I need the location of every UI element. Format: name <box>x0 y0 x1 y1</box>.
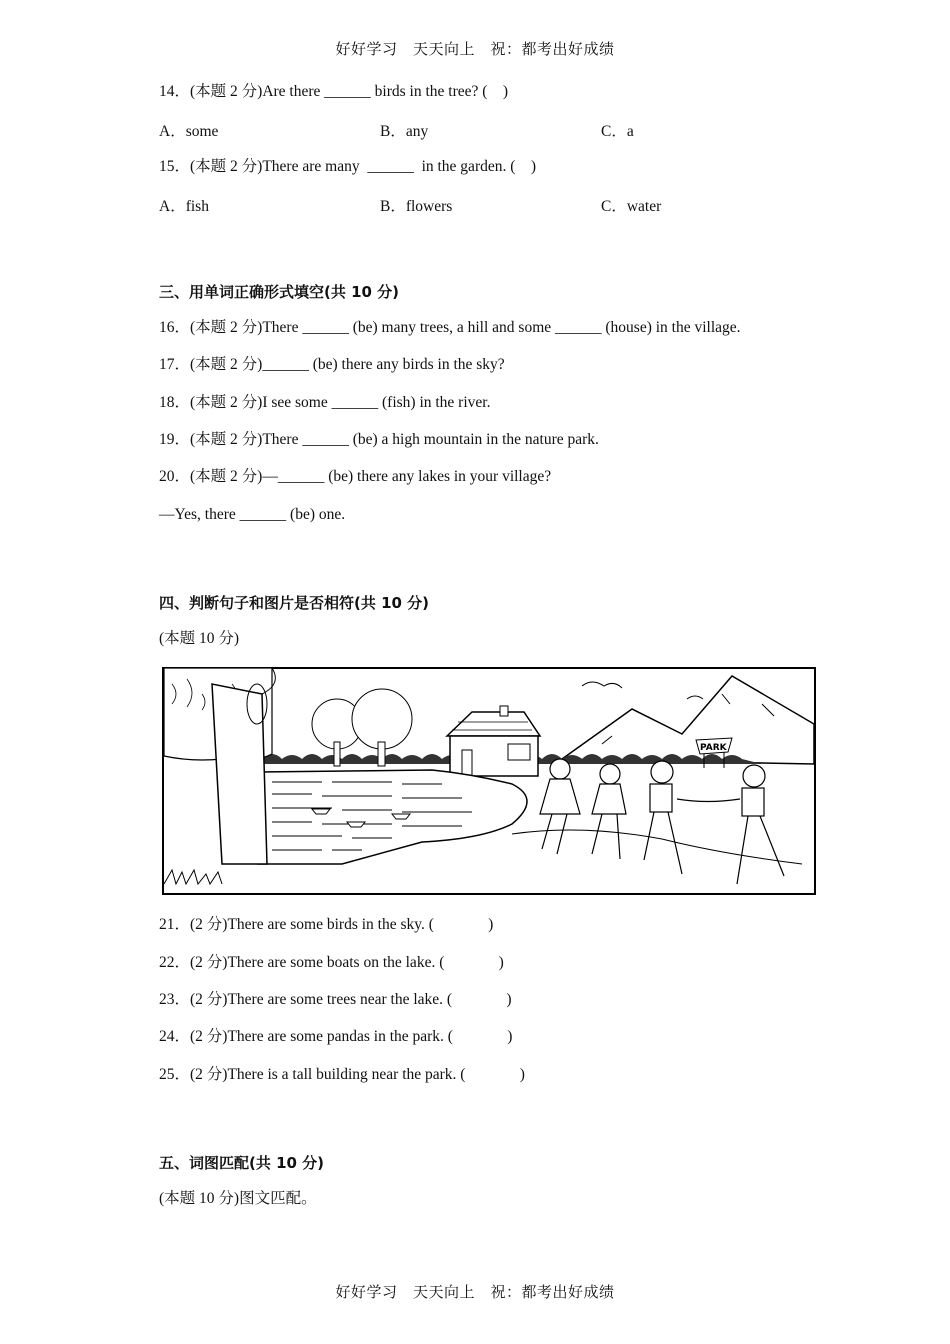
question-22: 22．(2 分)There are some boats on the lake. ( ) <box>159 954 504 971</box>
question-16: 16．(本题 2 分)There ______ (be) many trees, a hill and some ______ (house) in the village. <box>159 319 741 336</box>
question-17: 17．(本题 2 分)______ (be) there any birds in the sky? <box>159 356 505 373</box>
q15-option-a: A．fish <box>159 198 209 215</box>
q14-option-a: A．some <box>159 123 219 140</box>
question-24: 24．(2 分)There are some pandas in the park. ( ) <box>159 1028 513 1045</box>
question-23: 23．(2 分)There are some trees near the lake. ( ) <box>159 991 512 1008</box>
page-footer: 好好学习 天天向上 祝：都考出好成绩 <box>335 1283 615 1301</box>
question-25: 25．(2 分)There is a tall building near the park. ( ) <box>159 1066 525 1083</box>
q15-option-b: B．flowers <box>380 198 453 215</box>
question-18: 18．(本题 2 分)I see some ______ (fish) in the river. <box>159 394 491 411</box>
section-5-title: 五、词图匹配(共 10 分) <box>159 1154 325 1172</box>
question-20: 20．(本题 2 分)—______ (be) there any lakes in your village? <box>159 468 552 485</box>
section-4-title: 四、判断句子和图片是否相符(共 10 分) <box>159 594 430 612</box>
park-scene-illustration <box>162 664 818 896</box>
page-header: 好好学习 天天向上 祝：都考出好成绩 <box>335 40 615 58</box>
q14-option-c: C．a <box>601 123 634 140</box>
question-14: 14．(本题 2 分)Are there ______ birds in the tree? ( ) <box>159 83 509 100</box>
question-20-answer-line: —Yes, there ______ (be) one. <box>159 506 346 523</box>
section-4-note: (本题 10 分) <box>159 630 240 647</box>
park-sign-text: PARK <box>700 743 727 753</box>
section-3-title: 三、用单词正确形式填空(共 10 分) <box>159 283 400 301</box>
question-19: 19．(本题 2 分)There ______ (be) a high mountain in the nature park. <box>159 431 599 448</box>
question-21: 21．(2 分)There are some birds in the sky. ( ) <box>159 916 494 933</box>
section-5-note: (本题 10 分)图文匹配。 <box>159 1190 317 1207</box>
q15-option-c: C．water <box>601 198 662 215</box>
question-15: 15．(本题 2 分)There are many ______ in the garden. ( ) <box>159 158 537 175</box>
q14-option-b: B．any <box>380 123 429 140</box>
